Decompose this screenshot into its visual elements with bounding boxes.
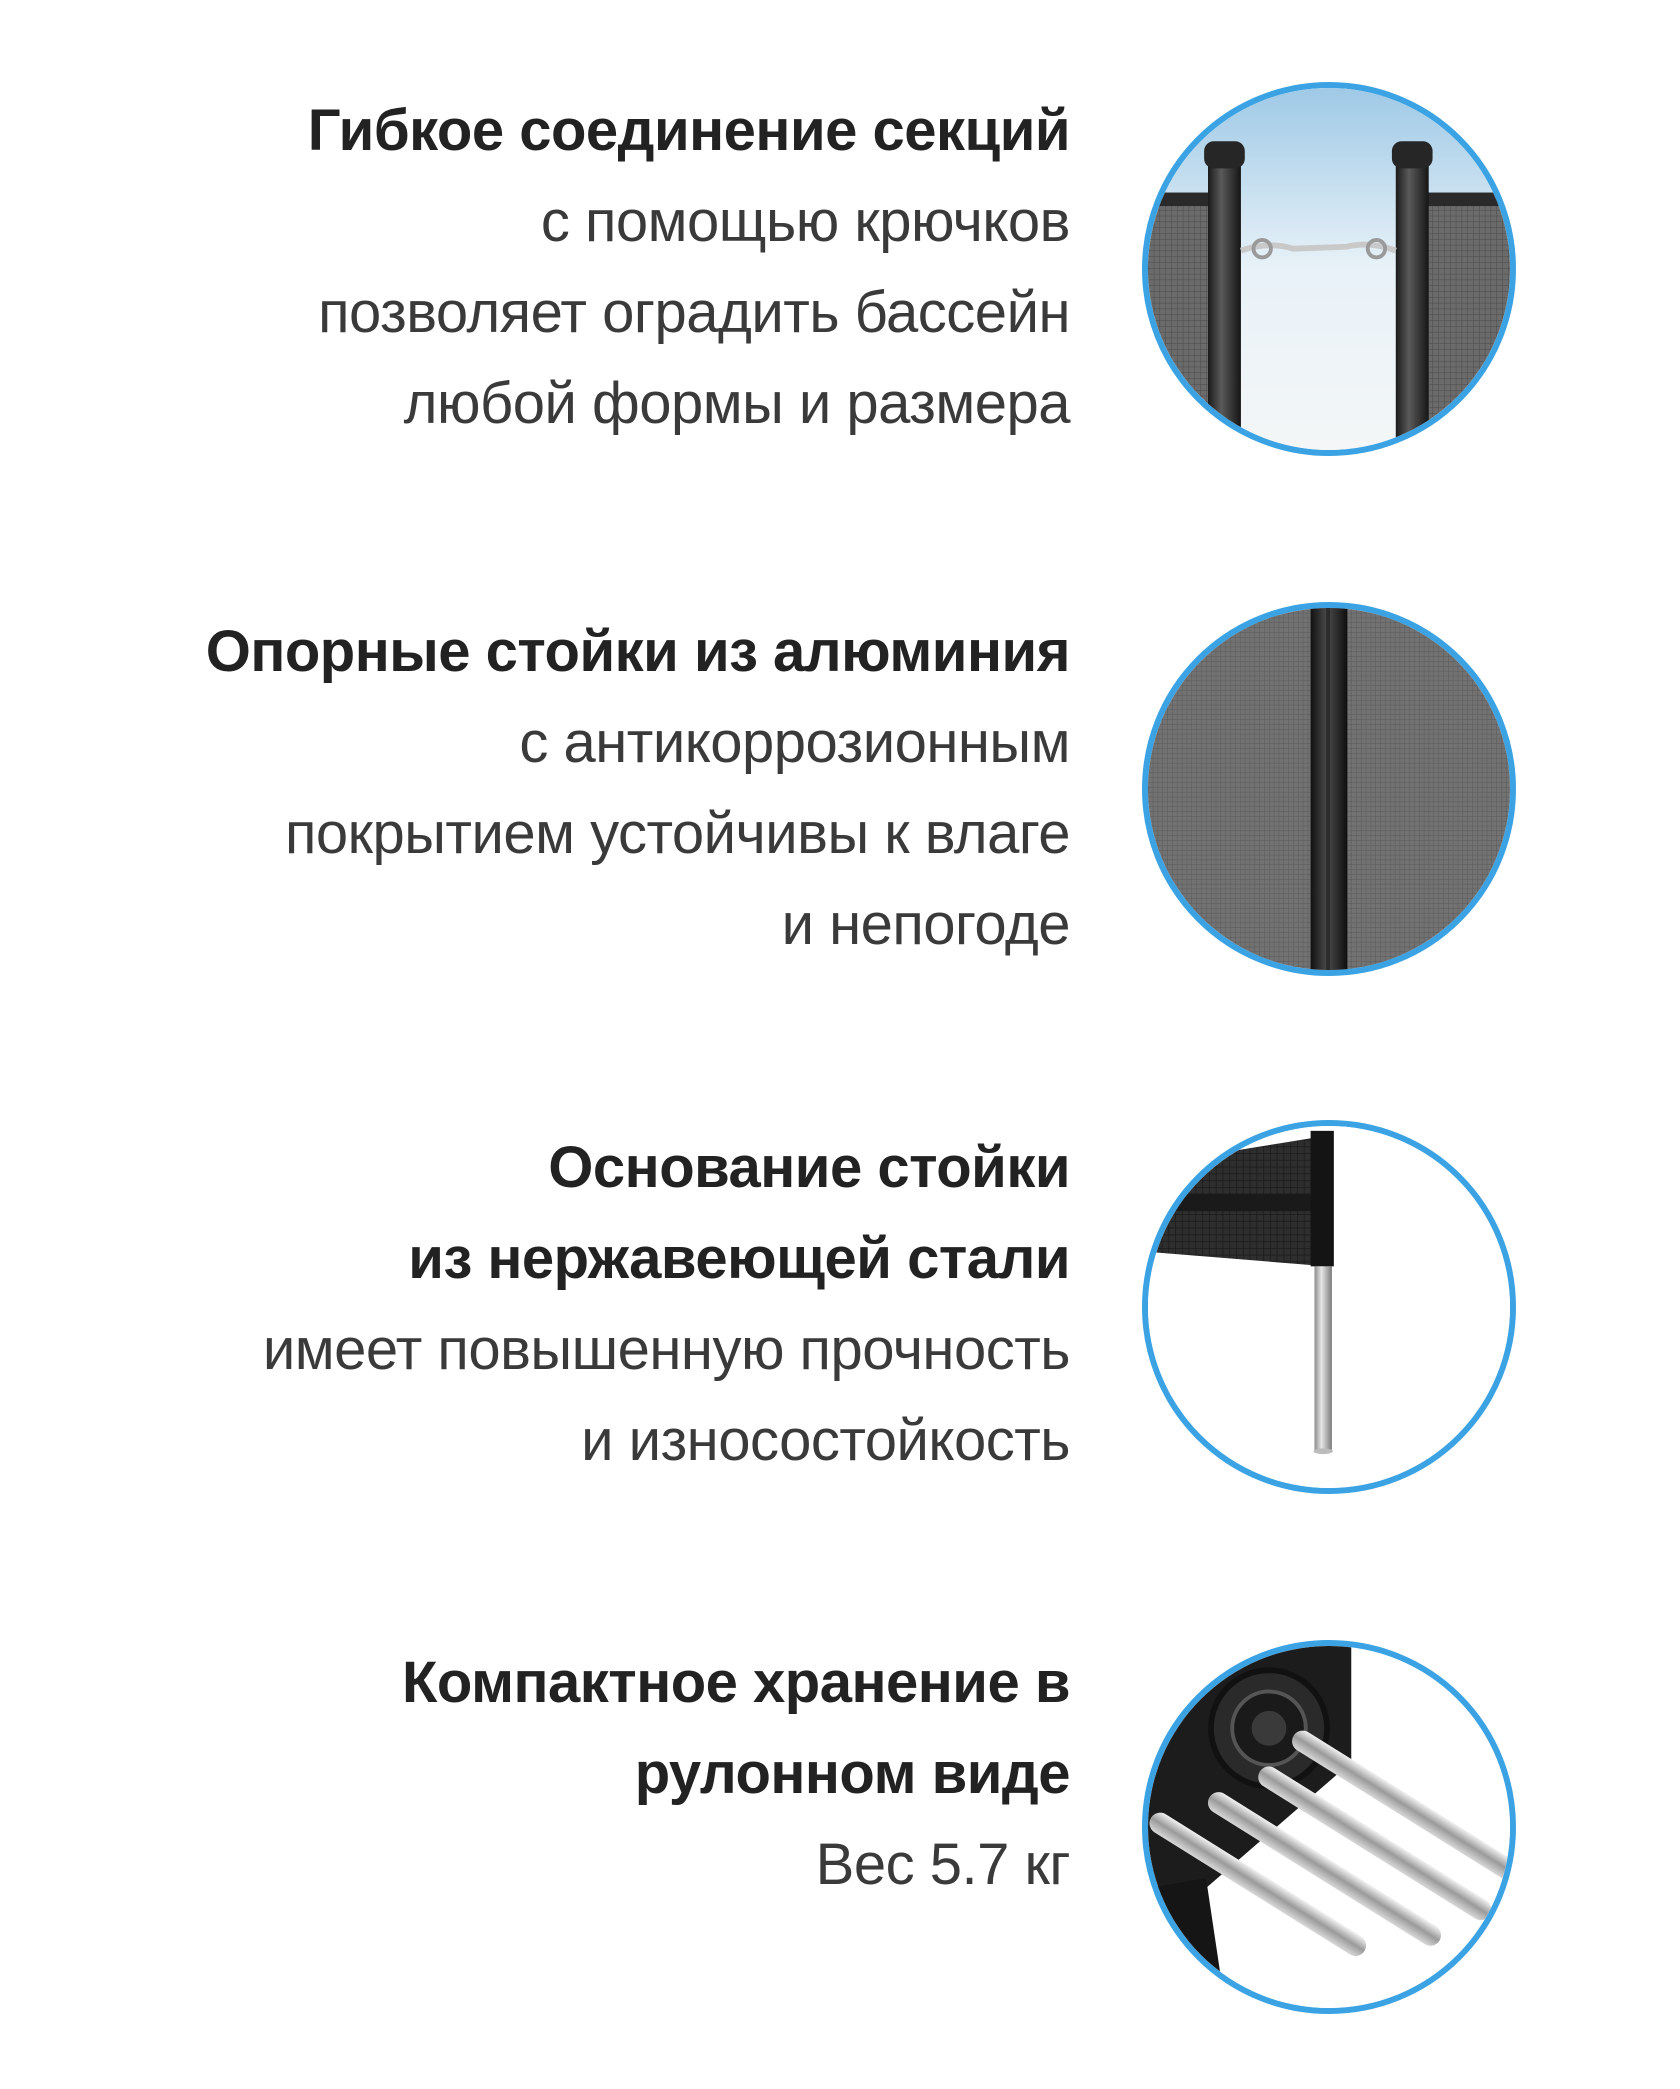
aluminium-post-icon bbox=[1142, 602, 1516, 976]
feature-description: позволяет оградить бассейн bbox=[318, 280, 1070, 345]
hooked-posts-icon bbox=[1142, 82, 1516, 456]
feature-text bbox=[30, 85, 1070, 449]
feature-title: Опорные стойки из алюминия bbox=[205, 619, 1070, 684]
feature-title: Основание стойки bbox=[548, 1135, 1070, 1200]
feature-text bbox=[30, 606, 1070, 970]
feature-description: покрытием устойчивы к влаге bbox=[284, 801, 1070, 866]
feature-title: Гибкое соединение секций bbox=[307, 98, 1070, 163]
steel-base-icon bbox=[1142, 1120, 1516, 1494]
feature-description: и износостойкость bbox=[581, 1408, 1070, 1473]
feature-description: и непогоде bbox=[781, 892, 1070, 957]
feature-title: рулонном виде bbox=[634, 1741, 1070, 1806]
feature-text bbox=[30, 1637, 1070, 1910]
feature-description: с помощью крючков bbox=[540, 189, 1070, 254]
feature-description: Вес 5.7 кг bbox=[815, 1832, 1070, 1897]
feature-description: с антикоррозионным bbox=[519, 710, 1070, 775]
rolled-fence-icon bbox=[1142, 1640, 1516, 2014]
feature-title: Компактное хранение в bbox=[402, 1650, 1070, 1715]
feature-description: имеет повышенную прочность bbox=[262, 1317, 1070, 1382]
feature-description: любой формы и размера bbox=[403, 371, 1070, 436]
feature-text bbox=[30, 1122, 1070, 1486]
feature-title: из нержавеющей стали bbox=[408, 1226, 1070, 1291]
